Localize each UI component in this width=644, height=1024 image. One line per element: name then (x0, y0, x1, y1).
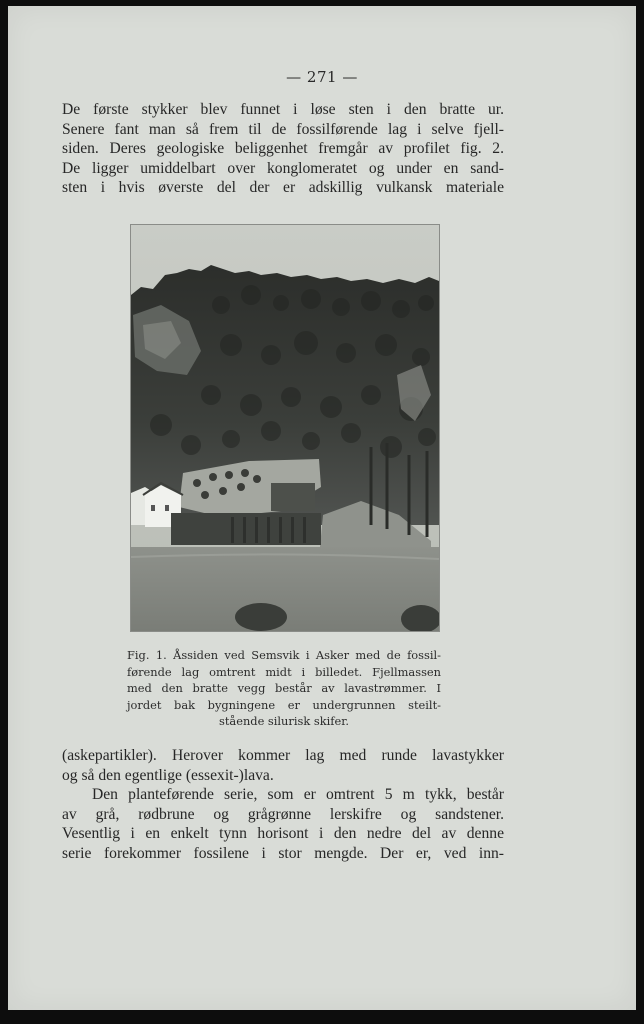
caption-line: førende lag omtrent midt i billedet. Fjellmassen (127, 664, 441, 679)
text-line: De ligger umiddelbart over konglomeratet og under en sand- (62, 159, 504, 177)
text-line: serie forekommer fossilene i stor mengde. Der er, ved inn- (62, 844, 504, 862)
figure-caption (127, 647, 441, 730)
text-line: Den planteførende serie, som er omtrent 5 m tykk, består (92, 786, 504, 803)
caption-line: Fig. 1. Åssiden ved Semsvik i Asker med de fossil- (127, 648, 441, 662)
text-line: De første stykker blev funnet i løse sten i den bratte ur. (62, 101, 504, 118)
caption-line: stående silurisk skifer. (218, 714, 350, 729)
text-line: og så den egentlige (essexit-)lava. (62, 766, 274, 784)
paragraph-top (62, 100, 504, 198)
text-line: Vesentlig i en enkelt tynn horisont i den nedre del av denne (62, 825, 504, 842)
text-line: siden. Deres geologiske beliggenhet fremgår av profilet fig. 2. (62, 140, 504, 157)
text-line: Senere fant man så frem til de fossilførende lag i selve fjell- (62, 120, 504, 138)
hillside-photo-illustration (131, 225, 439, 631)
caption-line: jordet bak bygningene er undergrunnen steilt- (127, 697, 441, 712)
page-number: — 271 — (286, 68, 358, 86)
text-line: sten i hvis øverste del der er adskillig vulkansk materiale (62, 179, 504, 196)
caption-line: med den bratte vegg består av lavastrømmer. I (127, 681, 441, 696)
text-line: (askepartikler). Herover kommer lag med runde lavastykker (62, 747, 504, 764)
paragraph-bottom (62, 746, 504, 863)
text-line: av grå, rødbrune og grågrønne lerskifre og sandstener. (62, 805, 504, 823)
figure-photo (130, 224, 440, 632)
